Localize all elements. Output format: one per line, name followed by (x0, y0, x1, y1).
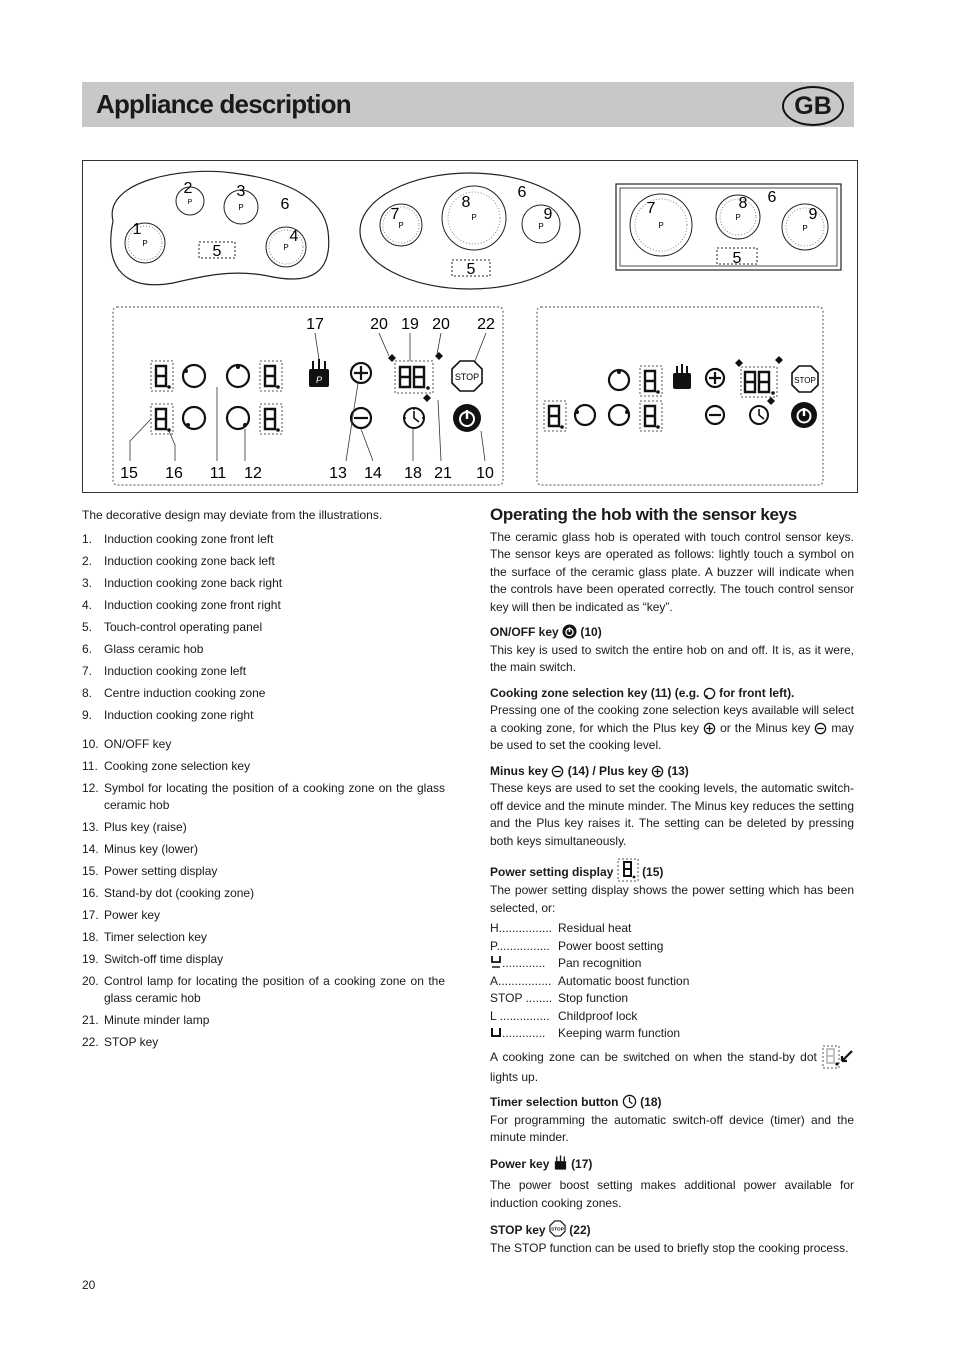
list-item-text: Stand-by dot (cooking zone) (104, 886, 255, 900)
list-item (82, 641, 445, 658)
list-item-number: 6. (82, 642, 93, 656)
zone-selection-key (609, 405, 629, 425)
page-header (82, 82, 854, 127)
powerdisp-text: The power setting display shows the power setting which has been selected, or: (490, 883, 854, 915)
display-code-meaning: Keeping warm function (558, 1026, 681, 1040)
parts-list-b (82, 736, 445, 1056)
label-15: 15 (120, 465, 138, 482)
list-item-text: Power setting display (104, 864, 218, 878)
minus-icon (814, 722, 827, 735)
display-code-row (490, 920, 854, 938)
stop-label: STOP (454, 372, 480, 382)
on-off-key-icon (453, 404, 481, 432)
display-code: ............. (490, 1025, 545, 1043)
list-item-text: Symbol for locating the position of a cooking zone on the glass ceramic hob (104, 781, 445, 812)
list-item-number: 5. (82, 620, 93, 634)
plus-key-icon (706, 369, 724, 387)
label-10: 10 (476, 465, 494, 482)
keep-warm-icon (490, 1026, 502, 1040)
label-20a: 20 (370, 316, 388, 333)
list-item-number: 3. (82, 576, 93, 590)
list-item (82, 780, 445, 814)
display-code: A................ (490, 973, 552, 988)
appliance-diagram (83, 161, 859, 494)
list-item-text: Centre induction cooking zone (104, 686, 266, 700)
timer-key-icon (750, 406, 768, 424)
label-9-right: 9 (808, 206, 818, 223)
power-pot-icon (553, 1155, 568, 1171)
design-note: The decorative design may deviate from the illustrations. (82, 508, 383, 522)
list-item (82, 736, 445, 753)
hob-left-power-letter-4: P (283, 243, 289, 252)
page-number: 20 (82, 1278, 96, 1292)
list-item-text: Glass ceramic hob (104, 642, 204, 656)
label-3: 3 (236, 183, 246, 200)
list-item (82, 819, 445, 836)
list-item-text: Minus key (lower) (104, 842, 199, 856)
timer-heading: Timer selection button (18) (490, 1095, 662, 1109)
display-code-row (490, 1008, 854, 1026)
timer-icon (622, 1094, 637, 1109)
list-item-text: Induction cooking zone right (104, 708, 254, 722)
section-heading: Operating the hob with the sensor keys (490, 505, 797, 524)
list-item-text: Switch-off time display (104, 952, 224, 966)
list-item-number: 19. (82, 952, 99, 966)
list-item-text: Induction cooking zone left (104, 664, 247, 678)
list-item-number: 1. (82, 532, 93, 546)
on-off-key-icon (791, 402, 817, 428)
hob-left (111, 171, 329, 284)
hob-left-power-letter-2: P (187, 199, 193, 206)
list-item (82, 531, 445, 548)
stop-heading: STOP key STOP (22) (490, 1220, 854, 1240)
stop-label-right: STOP (794, 376, 816, 385)
plus-key-icon (351, 363, 371, 383)
label-6-center: 6 (517, 184, 527, 201)
label-11: 11 (209, 465, 227, 482)
display-code: H................ (490, 921, 553, 935)
minusplus-text: These keys are used to set the cooking levels, the automatic switch-off device and the minute minder. The Minus key reduces the setting and the Plus key raises it. The setting can be deleted by pressing both keys simultaneously. (490, 781, 854, 848)
display-code-meaning: Pan recognition (558, 956, 642, 970)
intro-text: The ceramic glass hob is operated with touch control sensor keys. The sensor keys are operated as follows: lightly touch a symbol on the surface of the ceramic glass plate. A buzzer will indicate when the controls have been operated correctly. The touch control sensor key will then be indicated as “key”. (490, 529, 854, 614)
list-item-number: 22. (82, 1035, 99, 1049)
hob-left-power-letter-3: P (238, 203, 244, 212)
on-off-icon (562, 624, 577, 639)
display-code-meaning: Childproof lock (558, 1008, 638, 1023)
label-18: 18 (404, 465, 422, 482)
pan-recognition-icon (490, 956, 502, 970)
list-item (82, 885, 445, 902)
list-item-text: STOP key (104, 1035, 159, 1049)
minus-key-icon (706, 406, 724, 424)
hob-right-power-letter-2: P (735, 213, 741, 222)
hob-left-power-letter: P (142, 239, 148, 248)
display-code: STOP ........ (490, 991, 553, 1005)
power-heading: Power key (17) (490, 1156, 593, 1171)
display-code-meaning: Automatic boost function (558, 973, 690, 988)
label-12: 12 (244, 465, 262, 482)
power-key-letter: P (315, 375, 323, 385)
list-item (82, 863, 445, 880)
timer-text: For programming the automatic switch-off device (timer) and the minute minder. (490, 1112, 854, 1144)
label-14: 14 (364, 465, 382, 482)
list-item-text: Induction cooking zone back right (104, 576, 283, 590)
list-item-number: 18. (82, 930, 99, 944)
list-item-text: Induction cooking zone front right (104, 598, 281, 612)
display-code-meaning: Stop function (558, 991, 629, 1005)
label-5-right: 5 (732, 250, 742, 267)
power-text: The power boost setting makes additional power available for induction cooking zones. (490, 1178, 854, 1210)
label-6-right: 6 (767, 189, 777, 206)
zone-select-icon (703, 687, 716, 700)
label-13: 13 (329, 465, 347, 482)
hob-right-power-letter-3: P (802, 224, 808, 233)
power-display (151, 361, 173, 391)
timer-display (388, 352, 443, 402)
list-item-number: 15. (82, 864, 99, 878)
display-code-row (490, 938, 854, 956)
list-item-text: Induction cooking zone back left (104, 554, 275, 568)
label-19: 19 (401, 316, 419, 333)
hob-right-power-letter: P (658, 221, 664, 230)
list-item (82, 707, 445, 724)
label-6-left: 6 (280, 196, 290, 213)
list-item (82, 553, 445, 570)
list-item (82, 1012, 445, 1029)
timer-display (735, 356, 783, 405)
list-item (82, 841, 445, 858)
list-item-number: 14. (82, 842, 99, 856)
plus-icon (703, 722, 716, 735)
list-item-number: 12. (82, 781, 99, 795)
label-8-center: 8 (461, 194, 471, 211)
label-9-center: 9 (543, 206, 553, 223)
digit-display-icon (617, 858, 639, 882)
list-item-number: 2. (82, 554, 93, 568)
list-item-text: ON/OFF key (104, 737, 172, 751)
list-item (82, 1034, 445, 1051)
label-8-right: 8 (738, 195, 748, 212)
list-item-number: 7. (82, 664, 93, 678)
list-item-text: Cooking zone selection key (104, 759, 251, 773)
hob-center-power-letter: P (398, 221, 404, 230)
list-item-number: 8. (82, 686, 93, 700)
zonesel-text: Pressing one of the cooking zone selection keys available will select a cooking zone, for which the Plus key or the Minus key may be used to set the cooking level. (490, 703, 855, 752)
parts-list-a (82, 531, 445, 729)
list-item (82, 663, 445, 680)
stop-icon-label: STOP (551, 1227, 564, 1233)
label-4: 4 (289, 228, 299, 245)
display-code: ............. (490, 955, 545, 973)
list-item-number: 4. (82, 598, 93, 612)
minus-icon (551, 765, 564, 778)
zone-selection-key (183, 365, 205, 387)
list-item-text: Power key (104, 908, 161, 922)
list-item (82, 685, 445, 702)
display-code: L ............... (490, 1008, 550, 1023)
label-5-left: 5 (212, 243, 222, 260)
hob-center (360, 173, 580, 289)
list-item (82, 973, 445, 1007)
display-codes (490, 920, 854, 1043)
zonesel-heading: Cooking zone selection key (11) (e.g. for front left). (490, 685, 795, 700)
power-key-icon (309, 359, 329, 387)
list-item-text: Control lamp for locating the position of a cooking zone on the glass ceramic hob (104, 974, 445, 1005)
list-item-text: Touch-control operating panel (104, 620, 263, 634)
list-item-text: Plus key (raise) (104, 820, 187, 834)
display-code-meaning: Power boost setting (558, 938, 664, 953)
onoff-text: This key is used to switch the entire hob on and off. It is, as it were, the main switch. (490, 642, 854, 674)
list-item-number: 9. (82, 708, 93, 722)
control-panel-left (113, 307, 503, 485)
zone-selection-key (575, 405, 595, 425)
standby-dot-icon (822, 1045, 854, 1069)
powerdisp-heading: Power setting display (15) (490, 858, 854, 882)
label-22: 22 (477, 316, 495, 333)
stop-key-icon (452, 361, 482, 391)
display-code-row (490, 990, 854, 1008)
list-item-text: Timer selection key (104, 930, 207, 944)
stop-icon (549, 1220, 566, 1237)
stop-key-icon (792, 366, 818, 392)
timer-key-icon (403, 407, 425, 428)
power-key-icon (673, 364, 691, 389)
label-16: 16 (165, 465, 183, 482)
display-code-row (490, 1025, 854, 1043)
appliance-figure (82, 160, 858, 493)
language-badge: GB (782, 86, 844, 126)
list-item (82, 575, 445, 592)
stop-text: The STOP function can be used to briefly stop the cooking process. (490, 1240, 849, 1255)
label-7-right: 7 (646, 200, 656, 217)
display-code: P................ (490, 938, 550, 953)
display-code-row (490, 955, 854, 973)
hob-center-power-letter-3: P (538, 222, 544, 231)
list-item-number: 21. (82, 1013, 99, 1027)
hob-center-power-letter-2: P (471, 213, 477, 222)
list-item-number: 10. (82, 737, 99, 751)
list-item (82, 929, 445, 946)
control-panel-right (537, 307, 823, 485)
list-item-number: 11. (82, 759, 98, 773)
list-item-text: Minute minder lamp (104, 1013, 210, 1027)
label-17: 17 (306, 316, 324, 333)
list-item (82, 951, 445, 968)
display-code-meaning: Residual heat (558, 921, 632, 935)
list-item (82, 907, 445, 924)
list-item-number: 16. (82, 886, 99, 900)
label-1: 1 (132, 221, 142, 238)
list-item (82, 758, 445, 775)
onoff-heading: ON/OFF key (10) (490, 625, 602, 639)
list-item-number: 13. (82, 820, 99, 834)
list-item (82, 619, 445, 636)
label-7-center: 7 (390, 206, 400, 223)
list-item-number: 17. (82, 908, 99, 922)
hob-right (616, 184, 841, 270)
label-20b: 20 (432, 316, 450, 333)
minusplus-heading: Minus key (14) / Plus key (13) (490, 763, 689, 778)
page-title: Appliance description (96, 89, 351, 119)
display-code-row (490, 973, 854, 991)
list-item (82, 597, 445, 614)
label-2: 2 (183, 180, 193, 197)
plus-icon (651, 765, 664, 778)
label-21: 21 (434, 465, 452, 482)
label-5-center: 5 (466, 261, 476, 278)
list-item-number: 20. (82, 974, 99, 988)
list-item-text: Induction cooking zone front left (104, 532, 274, 546)
sensor-keys-section (490, 506, 854, 1257)
standby-text: A cooking zone can be switched on when the stand-by dot lights up. (490, 1045, 854, 1087)
